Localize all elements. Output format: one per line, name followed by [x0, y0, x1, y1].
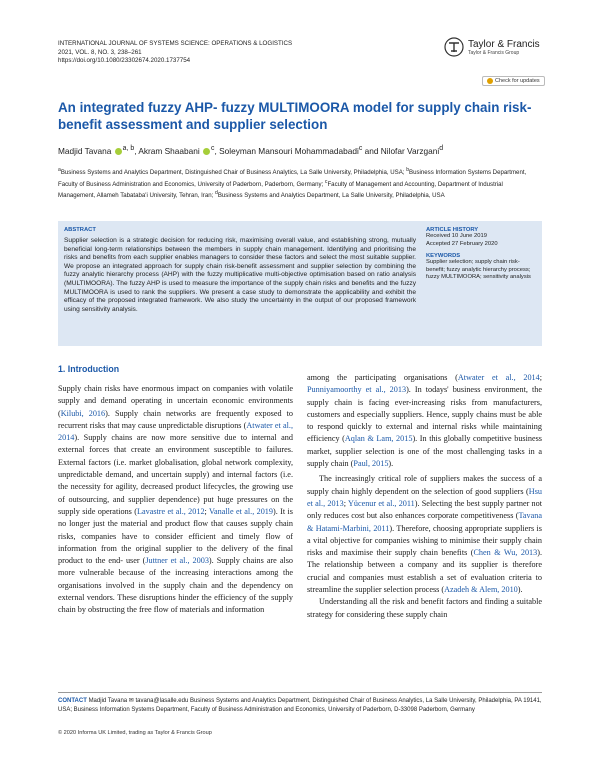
body-column-right: among the participating organisations (Atwater et al., 2014; Punniyamoorthy et al., 2013). In todays' business environment, the supply chain is facing ever-increasing risks from manufacturers, customers and especially suppliers. Hence, supply chains must be able to respond quickly to external and internal risks while maintaining efficiency (Aqlan & Lam, 2015). In this globally competitive business market, supplier selection is one of the most challenging tasks in a supply chain (Paul, 2015). The increasingly critical role of suppliers makes the success of a supply chain highly dependent on the selection of good suppliers (Hsu et al., 2013; Yücenur et al., 2011). Selecting the best supply partner not only reduces cost but also enhances corporate competitiveness (Tavana & Hatami-Marbini, 2011). Therefore, choosing appropriate suppliers is a vital objective for companies wishing to minimise their supply chain risks and maximise their supply chain benefits (Chen & Wu, 2013). The relationship between a company and its supplier is therefore crucial and companies must establish a set of evaluation criteria to streamline the supplier selection process (Azadeh & Alem, 2010). Understanding all the risk and benefit factors and finding a suitable strategy for considering these supply chain	[307, 373, 543, 619]
keywords-label: KEYWORDS	[426, 253, 461, 260]
abstract-text: Supplier selection is a strategic decision for reducing risk, maximising overall value, and establishing strong, mutually beneficial long-term relationships between the members in supply chain management. Identifying and prioritising the risks and benefits from each supplier enables managers to consider these factors and select the most suitable supplier. We propose an integrated approach for supply chain risk-benefit assessment and supplier selection by combining the fuzzy analytic hierarchy process (AHP) with the fuzzy multiplicative multi-objective optimisation based on ratio analysis (MULTIMOORA). The fuzzy AHP is used to measure the importance of the supply chain risks and benefits and the fuzzy MULTIMOORA is used to rank the suppliers. We present a case study to demonstrate the applicability and exhibit the efficacy of the proposed integrated framework. We also study the uncertainty in the output of our proposed framework using sensitivity analysis.	[64, 237, 416, 313]
author-3[interactable]: Soleyman Mansouri Mohammadabadi	[219, 145, 359, 156]
publisher-logo[interactable]	[444, 37, 540, 57]
author-1[interactable]: Madjid Tavana	[58, 145, 112, 156]
accepted-date: Accepted 27 February 2020	[426, 240, 498, 247]
body-column-left: Supply chain risks have enormous impact on companies with volatile supply and demand operating in uncertain economic environments (Kilubi, 2016). Supply chain networks are frequently exposed to recurrent risks that may cause unpredictable disruptions (Atwater et al., 2014). Supply chains are now more sensitive due to internal and external forces that create an environment susceptible to failures. External factors (i.e. market globalisation, global network complexity, unpredictable demand, and uncertain supply) and internal factors (i.e. the necessity for agility, decreased product lifecycles, the growing use of outsourcing, and supplier dependence) put huge pressures on the supply side operations (Lavastre et al., 2012; Vanalle et al., 2019). It is no longer just the material and product flow that causes supply chain risks, companies have to consider efficient and timely flow of information from the original supplier to the delivery of the final product to the end- user (Juttner et al., 2003). Supply chains are also more vulnerable because of the increasing interactions among the organisations involved in the supply chain and the dependency on external vendors. These disruptions hinder the efficiency of the supply chain by obstructing the free flow of materials and information	[58, 384, 294, 615]
journal-header	[58, 40, 292, 66]
author-4[interactable]: Nilofar Varzgani	[380, 145, 440, 156]
check-for-updates-button[interactable]	[482, 76, 545, 86]
taylor-francis-icon	[444, 37, 464, 57]
copyright-notice: © 2020 Informa UK Limited, trading as Taylor & Francis Group	[58, 730, 212, 736]
received-date: Received 10 June 2019	[426, 233, 487, 239]
check-for-updates-label: Check for updates	[495, 78, 540, 84]
history-label: ARTICLE HISTORY	[426, 227, 479, 233]
journal-volume: 2021, VOL. 8, NO. 3, 238–261	[58, 48, 142, 56]
orcid-icon[interactable]	[203, 148, 210, 155]
article-sidebar	[426, 227, 538, 282]
contact-label: CONTACT	[58, 698, 87, 704]
keywords-text: Supplier selection; supply chain risk-benefit; fuzzy analytic hierarchy process; fuzzy MULTIMOORA; sensitivity analysis	[426, 259, 531, 281]
publisher-group: Taylor & Francis Group	[468, 49, 520, 56]
contact-text: Madjid Tavana ✉ tavana@lasalle.edu Business Systems and Analytics Department, Distinguished Chair of Business Analytics, La Salle University, Philadelphia, PA 19141, USA; Business Information Systems Department, Faculty of Business Administration and Economics, University of Paderborn, D-33098 Paderborn, Germany	[58, 698, 542, 713]
journal-doi[interactable]: https://doi.org/10.1080/23302674.2020.1737754	[58, 57, 191, 65]
orcid-icon[interactable]	[115, 148, 122, 155]
affiliations: $^a$Business Systems and Analytics Department, Distinguished Chair of Business Analytics, La Salle University, Philadelphia, USA; $^b$Business Information Systems Department, Faculty of Business Administration and Economics, University of Paderborn, Paderborn, Germany; $^c$Faculty of Management and Accounting, Department of Industrial Management, Allameh Tabataba'i University, Tehran, Iran; $^d$Business Systems and Analytics Department, La Salle University, Philadelphia, USA	[58, 167, 527, 200]
section-heading: 1. Introduction	[58, 364, 120, 374]
publisher-name: Taylor & Francis	[468, 38, 540, 50]
update-icon	[487, 78, 493, 84]
author-2[interactable]: Akram Shaabani	[138, 145, 200, 156]
abstract-label: ABSTRACT	[64, 227, 96, 233]
contact-footnote	[58, 697, 542, 715]
journal-name: INTERNATIONAL JOURNAL OF SYSTEMS SCIENCE: OPERATIONS & LOGISTICS	[58, 40, 293, 47]
author-list: Madjid Tavana $^{a, b}$, Akram Shaabani $^c$, Soleyman Mansouri Mohammadabadi$^c$ and Nilofar Varzgani$^d$	[58, 145, 444, 156]
article-title: An integrated fuzzy AHP- fuzzy MULTIMOORA model for supply chain risk-benefit assessment and supplier selection	[58, 100, 532, 132]
footnote-divider	[58, 692, 542, 693]
